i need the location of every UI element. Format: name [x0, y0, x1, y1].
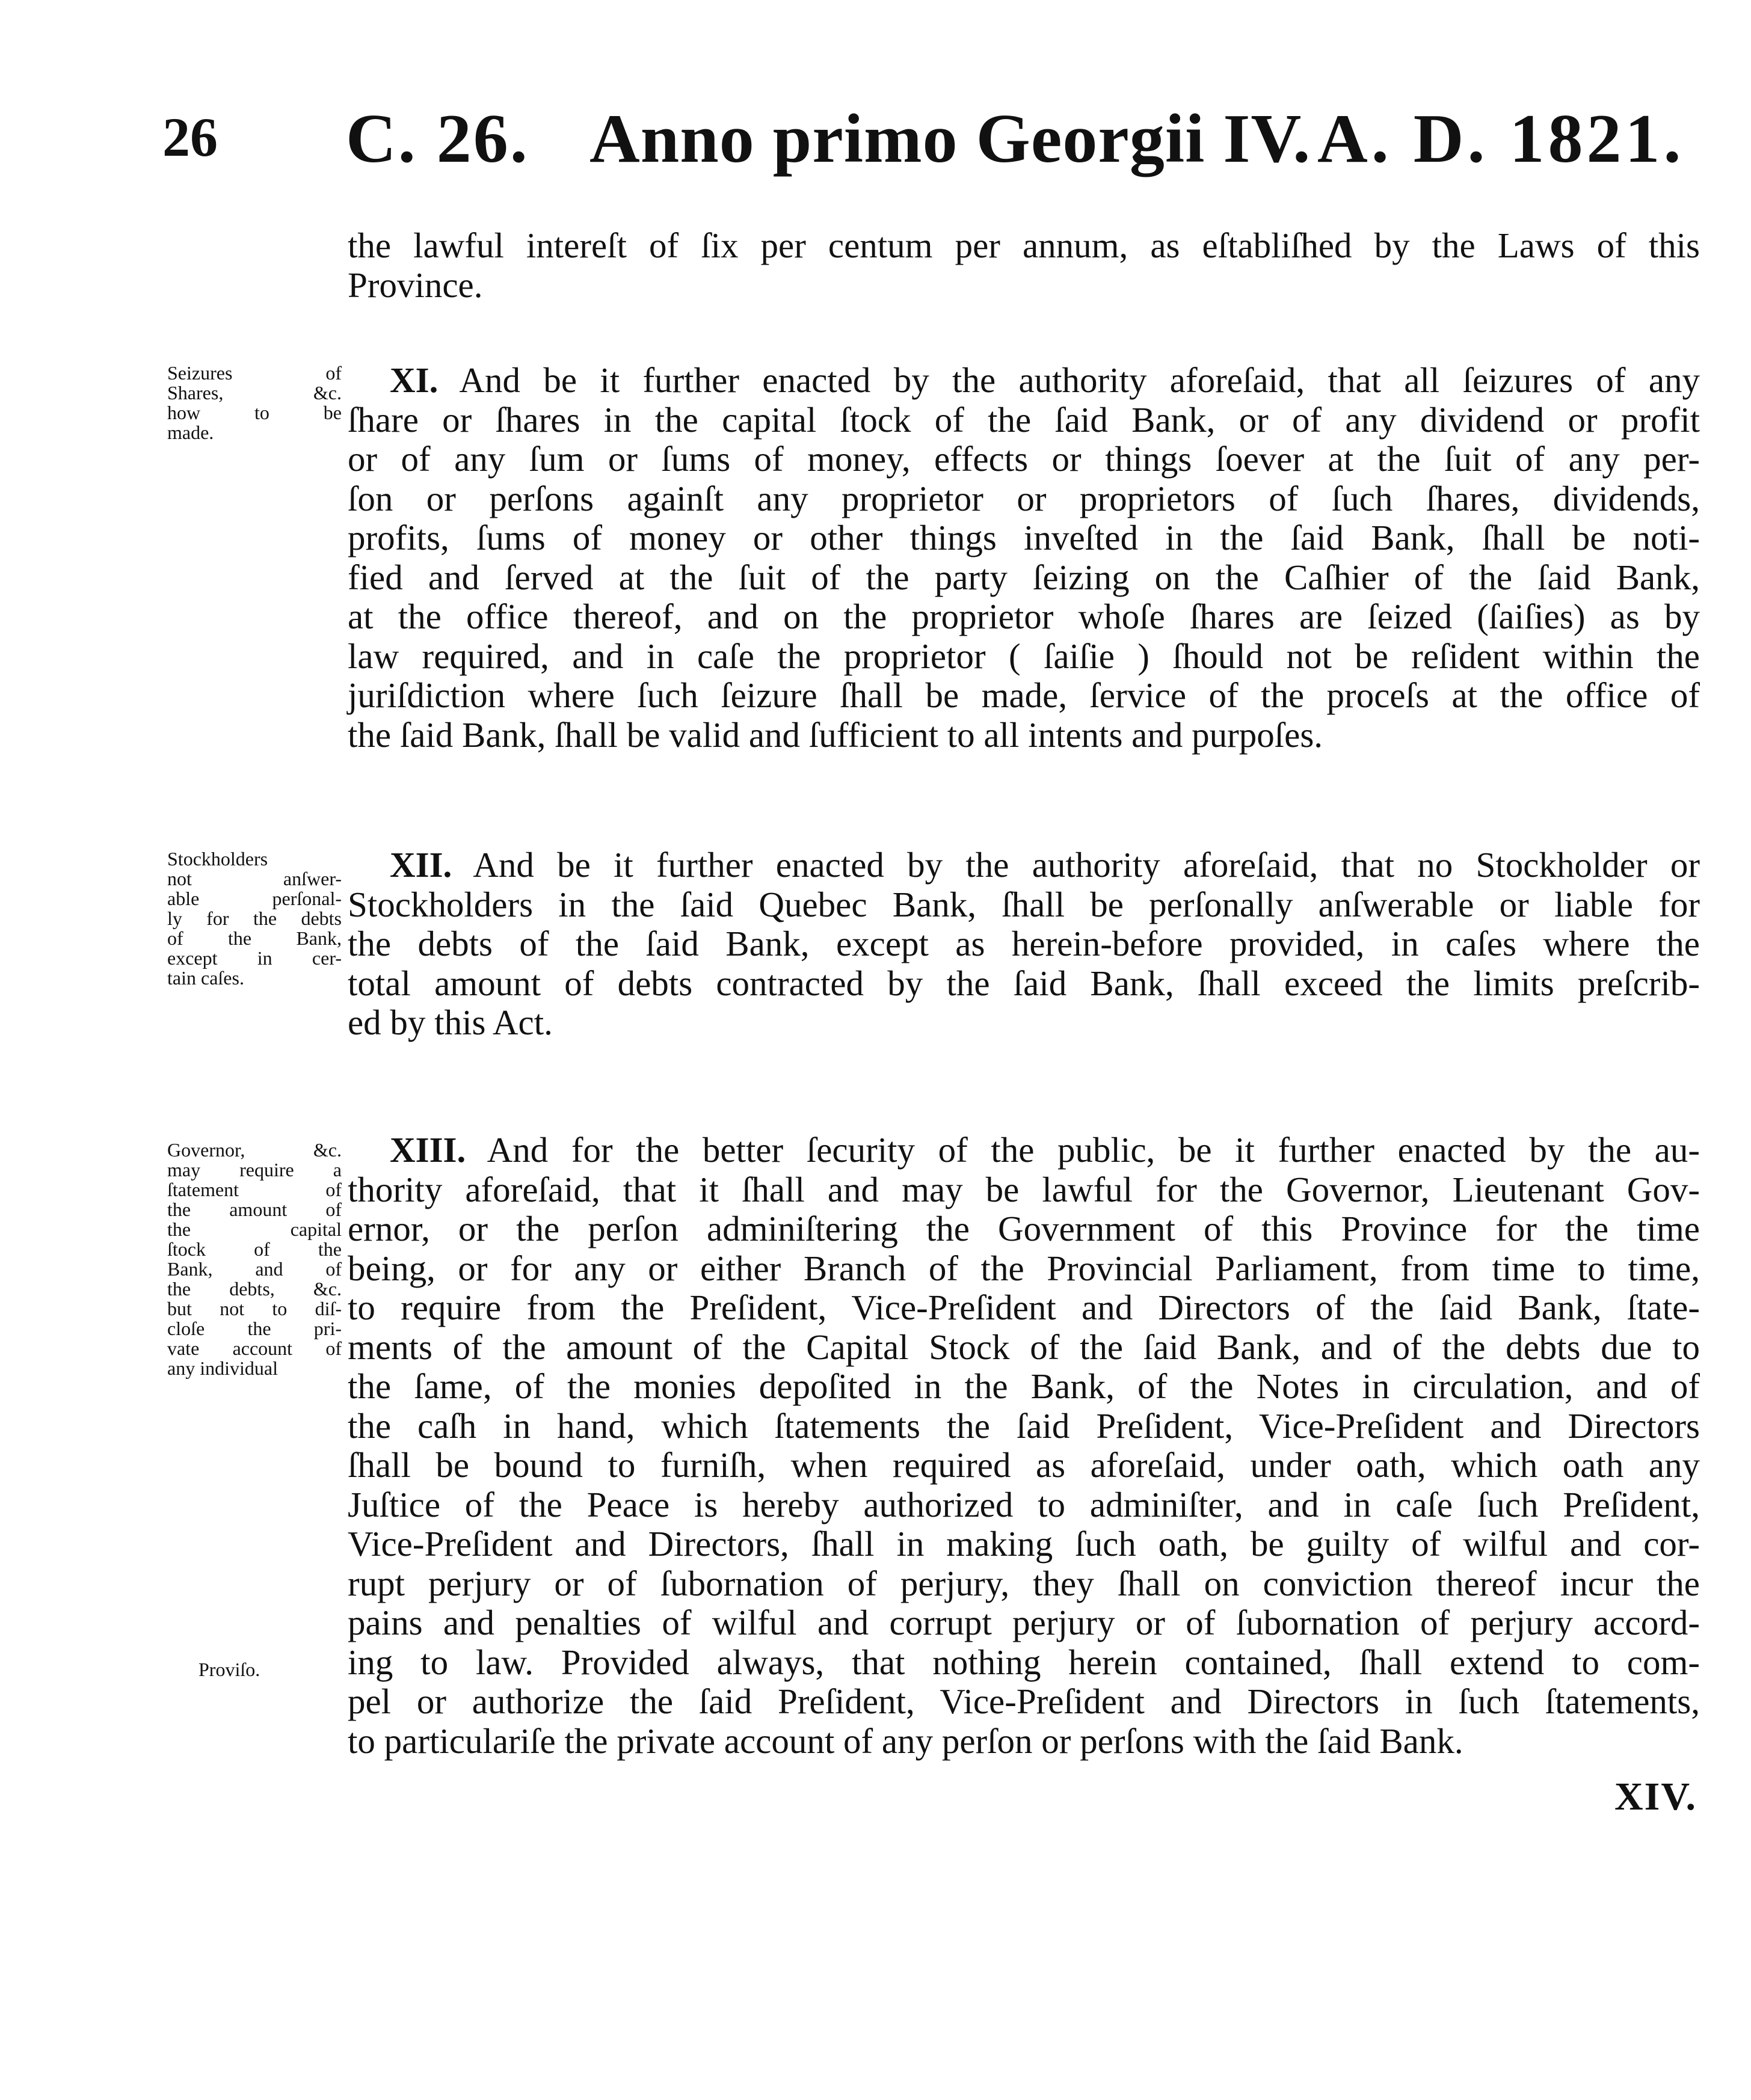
catchword: XIV. [1614, 1775, 1697, 1819]
text-line: Vice-Preſident and Directors, ſhall in making ſuch oath, be guilty of wilful and cor- [348, 1524, 1700, 1564]
margin-note-line: ly for the debts [167, 907, 342, 929]
margin-note-line: not anſwer- [167, 868, 342, 889]
text-line: the ſaid Bank, ſhall be valid and ſufficient to all intents and purpoſes. [348, 714, 1323, 755]
section-xi [348, 361, 1700, 755]
section-number: XIII. [390, 1130, 466, 1170]
text-line [348, 846, 1700, 885]
margin-note-stockholders [167, 849, 342, 988]
margin-note-line: Shares, &c. [167, 382, 342, 404]
text-line: juriſdiction where ſuch ſeizure ſhall be made, ſervice of the proceſs at the office of [348, 675, 1700, 715]
text-line: to require from the Preſident, Vice-Preſident and Directors of the ſaid Bank, ſtate- [348, 1288, 1700, 1327]
text-line: profits, ſums of money or other things inveſted in the ſaid Bank, ſhall be noti- [348, 518, 1700, 557]
section-xii [348, 846, 1700, 1043]
text-line: Stockholders in the ſaid Quebec Bank, ſhall be perſonally anſwerable or liable for [348, 884, 1700, 924]
text-line [348, 361, 1700, 401]
running-year: A. D. 1821. [1317, 100, 1685, 177]
margin-note-proviso [198, 1660, 319, 1680]
page-number: 26 [162, 106, 218, 168]
text-line: to particulariſe the private account of any perſon or perſons with the ſaid Bank. [348, 1721, 1463, 1761]
text-line-content: And be it further enacted by the authority aforeſaid, that no Stockholder or [473, 845, 1700, 885]
text-line: the ſame, of the monies depoſited in the Bank, of the Notes in circulation, and of [348, 1366, 1700, 1406]
proviso-label: Proviſo. [198, 1659, 260, 1680]
text-line: Juſtice of the Peace is hereby authorized to adminiſter, and in caſe ſuch Preſident, [348, 1484, 1700, 1524]
margin-note-line: made. [167, 422, 214, 443]
margin-note-line: Governor, &c. [167, 1139, 342, 1161]
margin-note-line: ſtock of the [167, 1238, 342, 1260]
running-head [162, 99, 1708, 183]
text-line: the debts of the ſaid Bank, except as herein-before provided, in caſes where the [348, 924, 1700, 963]
margin-note-seizures [167, 363, 342, 443]
text-line: ſon or perſons againſt any proprietor or proprietors of ſuch ſhares, dividends, [348, 478, 1700, 518]
text-line-content: And be it further enacted by the authority aforeſaid, that all ſeizures of any [459, 360, 1700, 400]
text-line: law required, and in caſe the proprietor ( ſaiſie ) ſhould not be reſident within the [348, 636, 1700, 676]
margin-note-line: tain caſes. [167, 967, 244, 989]
section-number: XII. [390, 845, 452, 885]
margin-note-line: cloſe the pri- [167, 1318, 342, 1339]
text-line: at the office thereof, and on the proprietor whoſe ſhares are ſeized (ſaiſies) as by [348, 597, 1700, 636]
margin-note-line: the amount of [167, 1199, 342, 1220]
section-xiii [348, 1131, 1700, 1761]
margin-note-line: vate account of [167, 1337, 342, 1359]
text-line: Province. [348, 265, 483, 305]
margin-note-line: Seizures of [167, 362, 342, 384]
continuation-paragraph [348, 226, 1700, 305]
text-line: ſhare or ſhares in the capital ſtock of the ſaid Bank, or of any dividend or profit [348, 399, 1700, 440]
margin-note-line: but not to diſ- [167, 1298, 342, 1319]
text-line: ed by this Act. [348, 1002, 553, 1042]
text-line [348, 1131, 1700, 1170]
text-line: fied and ſerved at the ſuit of the party ſeizing on the Caſhier of the ſaid Bank, [348, 557, 1700, 597]
text-line: or of any ſum or ſums of money, effects or things ſoever at the ſuit of any per- [348, 439, 1700, 479]
section-number: XI. [390, 360, 439, 400]
margin-note-line: the debts, &c. [167, 1278, 342, 1300]
text-line-content: And for the better ſecurity of the public, be it further enacted by the au- [487, 1130, 1700, 1170]
text-line: the caſh in hand, which ſtatements the ſaid Preſident, Vice-Preſident and Directors [348, 1405, 1700, 1446]
margin-note-governor [167, 1140, 342, 1378]
running-title: Anno primo Georgii IV. [589, 100, 1311, 177]
chapter-number: C. 26. [346, 100, 529, 177]
margin-note-line: able perſonal- [167, 888, 342, 909]
text-line: the lawful intereſt of ſix per centum per annum, as eſtabliſhed by the Laws of this [348, 226, 1700, 265]
margin-note-line: may require a [167, 1159, 342, 1180]
margin-note-line: except in cer- [167, 947, 342, 969]
margin-note-line: Stockholders [167, 848, 268, 870]
text-line: pel or authorize the ſaid Preſident, Vice-Preſident and Directors in ſuch ſtatements, [348, 1681, 1700, 1721]
margin-note-line: how to be [167, 402, 342, 423]
margin-note-line: Bank, and of [167, 1258, 342, 1280]
margin-note-line: ſtatement of [167, 1179, 342, 1200]
text-line: being, or for any or either Branch of the Provincial Parliament, from time to time, [348, 1248, 1700, 1288]
margin-note-line: of the Bank, [167, 927, 342, 949]
text-line: rupt perjury or of ſubornation of perjury, they ſhall on conviction thereof incur the [348, 1563, 1700, 1603]
text-line: ments of the amount of the Capital Stock of the ſaid Bank, and of the debts due to [348, 1327, 1700, 1367]
text-line: pains and penalties of wilful and corrupt perjury or of ſubornation of perjury accord- [348, 1603, 1700, 1642]
margin-note-line: the capital [167, 1218, 342, 1240]
text-line: total amount of debts contracted by the ſaid Bank, ſhall exceed the limits preſcrib- [348, 963, 1700, 1003]
text-line: ſhall be bound to furniſh, when required as aforeſaid, under oath, which oath any [348, 1445, 1700, 1485]
margin-note-line: any individual [167, 1357, 278, 1379]
text-line: thority aforeſaid, that it ſhall and may be lawful for the Governor, Lieutenant Gov- [348, 1169, 1700, 1209]
text-line: ing to law. Provided always, that nothing herein contained, ſhall extend to com- [348, 1642, 1700, 1682]
text-line: ernor, or the perſon adminiſtering the Government of this Province for the time [348, 1209, 1700, 1248]
